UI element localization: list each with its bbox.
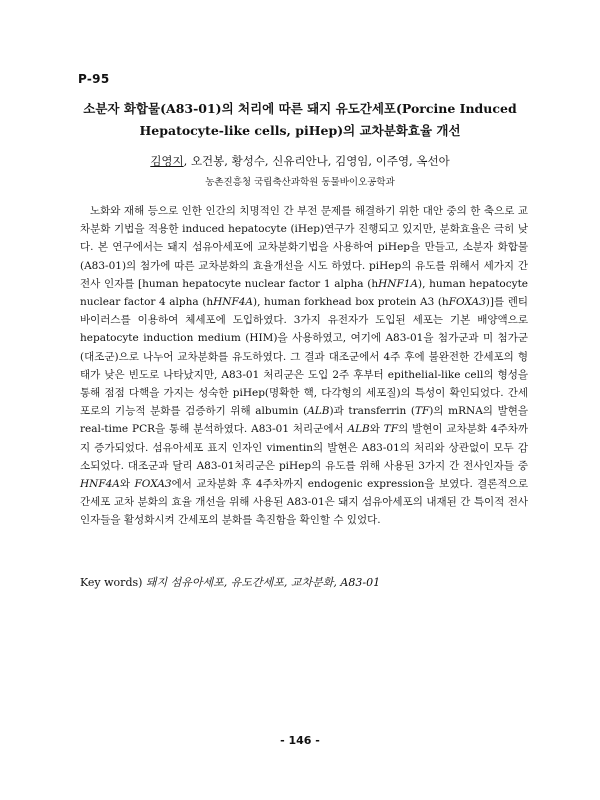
body-text: )]를 렌티바이러스를 이용하여 체세포에 도입하였다. 3가지 유전자가 도입된 세포는 기본 배양액으로 hepatocyte induction medium (HIM)을 사용하였고, 여기에 A83-01을 첨가군과 미 첨가군(대조군)으로 나누어 교차분화를 유도하였다. 그 결과 대조군에서 4주 후에 불완전한 간세포의 형태가 낮은 빈도로 나타났지만, A83-01 처리군은 도입 2주 후부터 epithelial-like cell의 형성을 통해 점점 다핵을 가지는 성숙한 piHep(명확한 핵, 다각형의 세포질)의 특성이 확인되었다. 간세포로의 기능적 분화를 검증하기 위해 albumin ( [80,296,528,418]
body-text: 와 [119,478,135,491]
co-authors: , 오건봉, 황성수, 신유리안나, 김영임, 이주영, 옥선아 [183,154,450,168]
gene-name: FOXA3 [448,296,486,309]
body-text: )의 mRNA의 발현을 real-time PCR을 통해 분석하였다. A83-01 처리군에서 [80,405,529,436]
gene-name: HNF4A [80,478,120,491]
gene-name: TF [415,405,430,418]
affiliation: 농촌진흥청 국립축산과학원 동물바이오공학과 [205,177,395,188]
gene-name: TF [383,423,399,436]
first-author: 김영지 [150,154,184,168]
body-text: ), human hepatocyte nuclear factor 4 alpha (h [80,277,529,309]
page-number: - 146 - [280,734,320,747]
abstract-code: P-95 [78,72,110,86]
gene-name: HNF1A [378,277,418,290]
title-line-1: 소분자 화합물(A83-01)의 처리에 따른 돼지 유도간세포(Porcine Induced [83,101,517,116]
body-text: 에서 교차분화 후 4주차까지 endogenic expression을 보였다. 결론적으로 간세포 교차 분화의 효율 개선을 위해 사용된 A83-01은 돼지 섬유아세포의 내재된 간 특이적 전사 인자들을 활성화시켜 간세포의 분화를 촉진함을 확인할 수 있었다. [80,478,528,527]
body-text: 노화와 재해 등으로 인한 인간의 치명적인 간 부전 문제를 해결하기 위한 대안 중의 한 축으로 교차분화 기법을 적용한 induced hepatocyte (iHep)연구가 진행되고 있지만, 분화효율은 극히 낮다. 본 연구에서는 돼지 섬유아세포에 교차분화기법을 사용하여 piHep을 만들고, 소분자 화합물(A83-01)의 첨가에 따른 교차분화의 효율개선을 시도 하였다. piHep의 유도를 위해서 세가지 간 전사 인자를 [human hepatocyte nuclear factor 1 alpha (h [80,205,528,290]
body-text: )과 transferrin ( [329,405,415,418]
gene-name: FOXA3 [134,478,172,491]
abstract-body [80,202,528,530]
gene-name: ALB [347,423,370,436]
keywords-label: Key words) [80,576,146,589]
body-text: 와 [369,423,384,436]
paper-title [60,98,540,142]
author-list [60,153,540,169]
body-text: 의 발현이 교차분화 4주차까지 증가되었다. 섬유아세포 표지 인자인 vimentin의 발현은 A83-01의 처리와 상관없이 모두 감소되었다. 대조군과 달리 A83-01처리군은 piHep의 유도를 위해 사용된 3가지 간 전사인자들 중 [80,423,528,472]
keywords [80,574,528,590]
keywords-value: 돼지 섬유아세포, 유도간세포, 교차분화, A83-01 [145,576,381,589]
body-text: ), human forkhead box protein A3 (h [253,296,449,309]
title-line-2: Hepatocyte-like cells, piHep)의 교차분화효율 개선 [139,123,461,138]
gene-name: HNF4A [213,296,253,309]
gene-name: ALB [307,405,330,418]
